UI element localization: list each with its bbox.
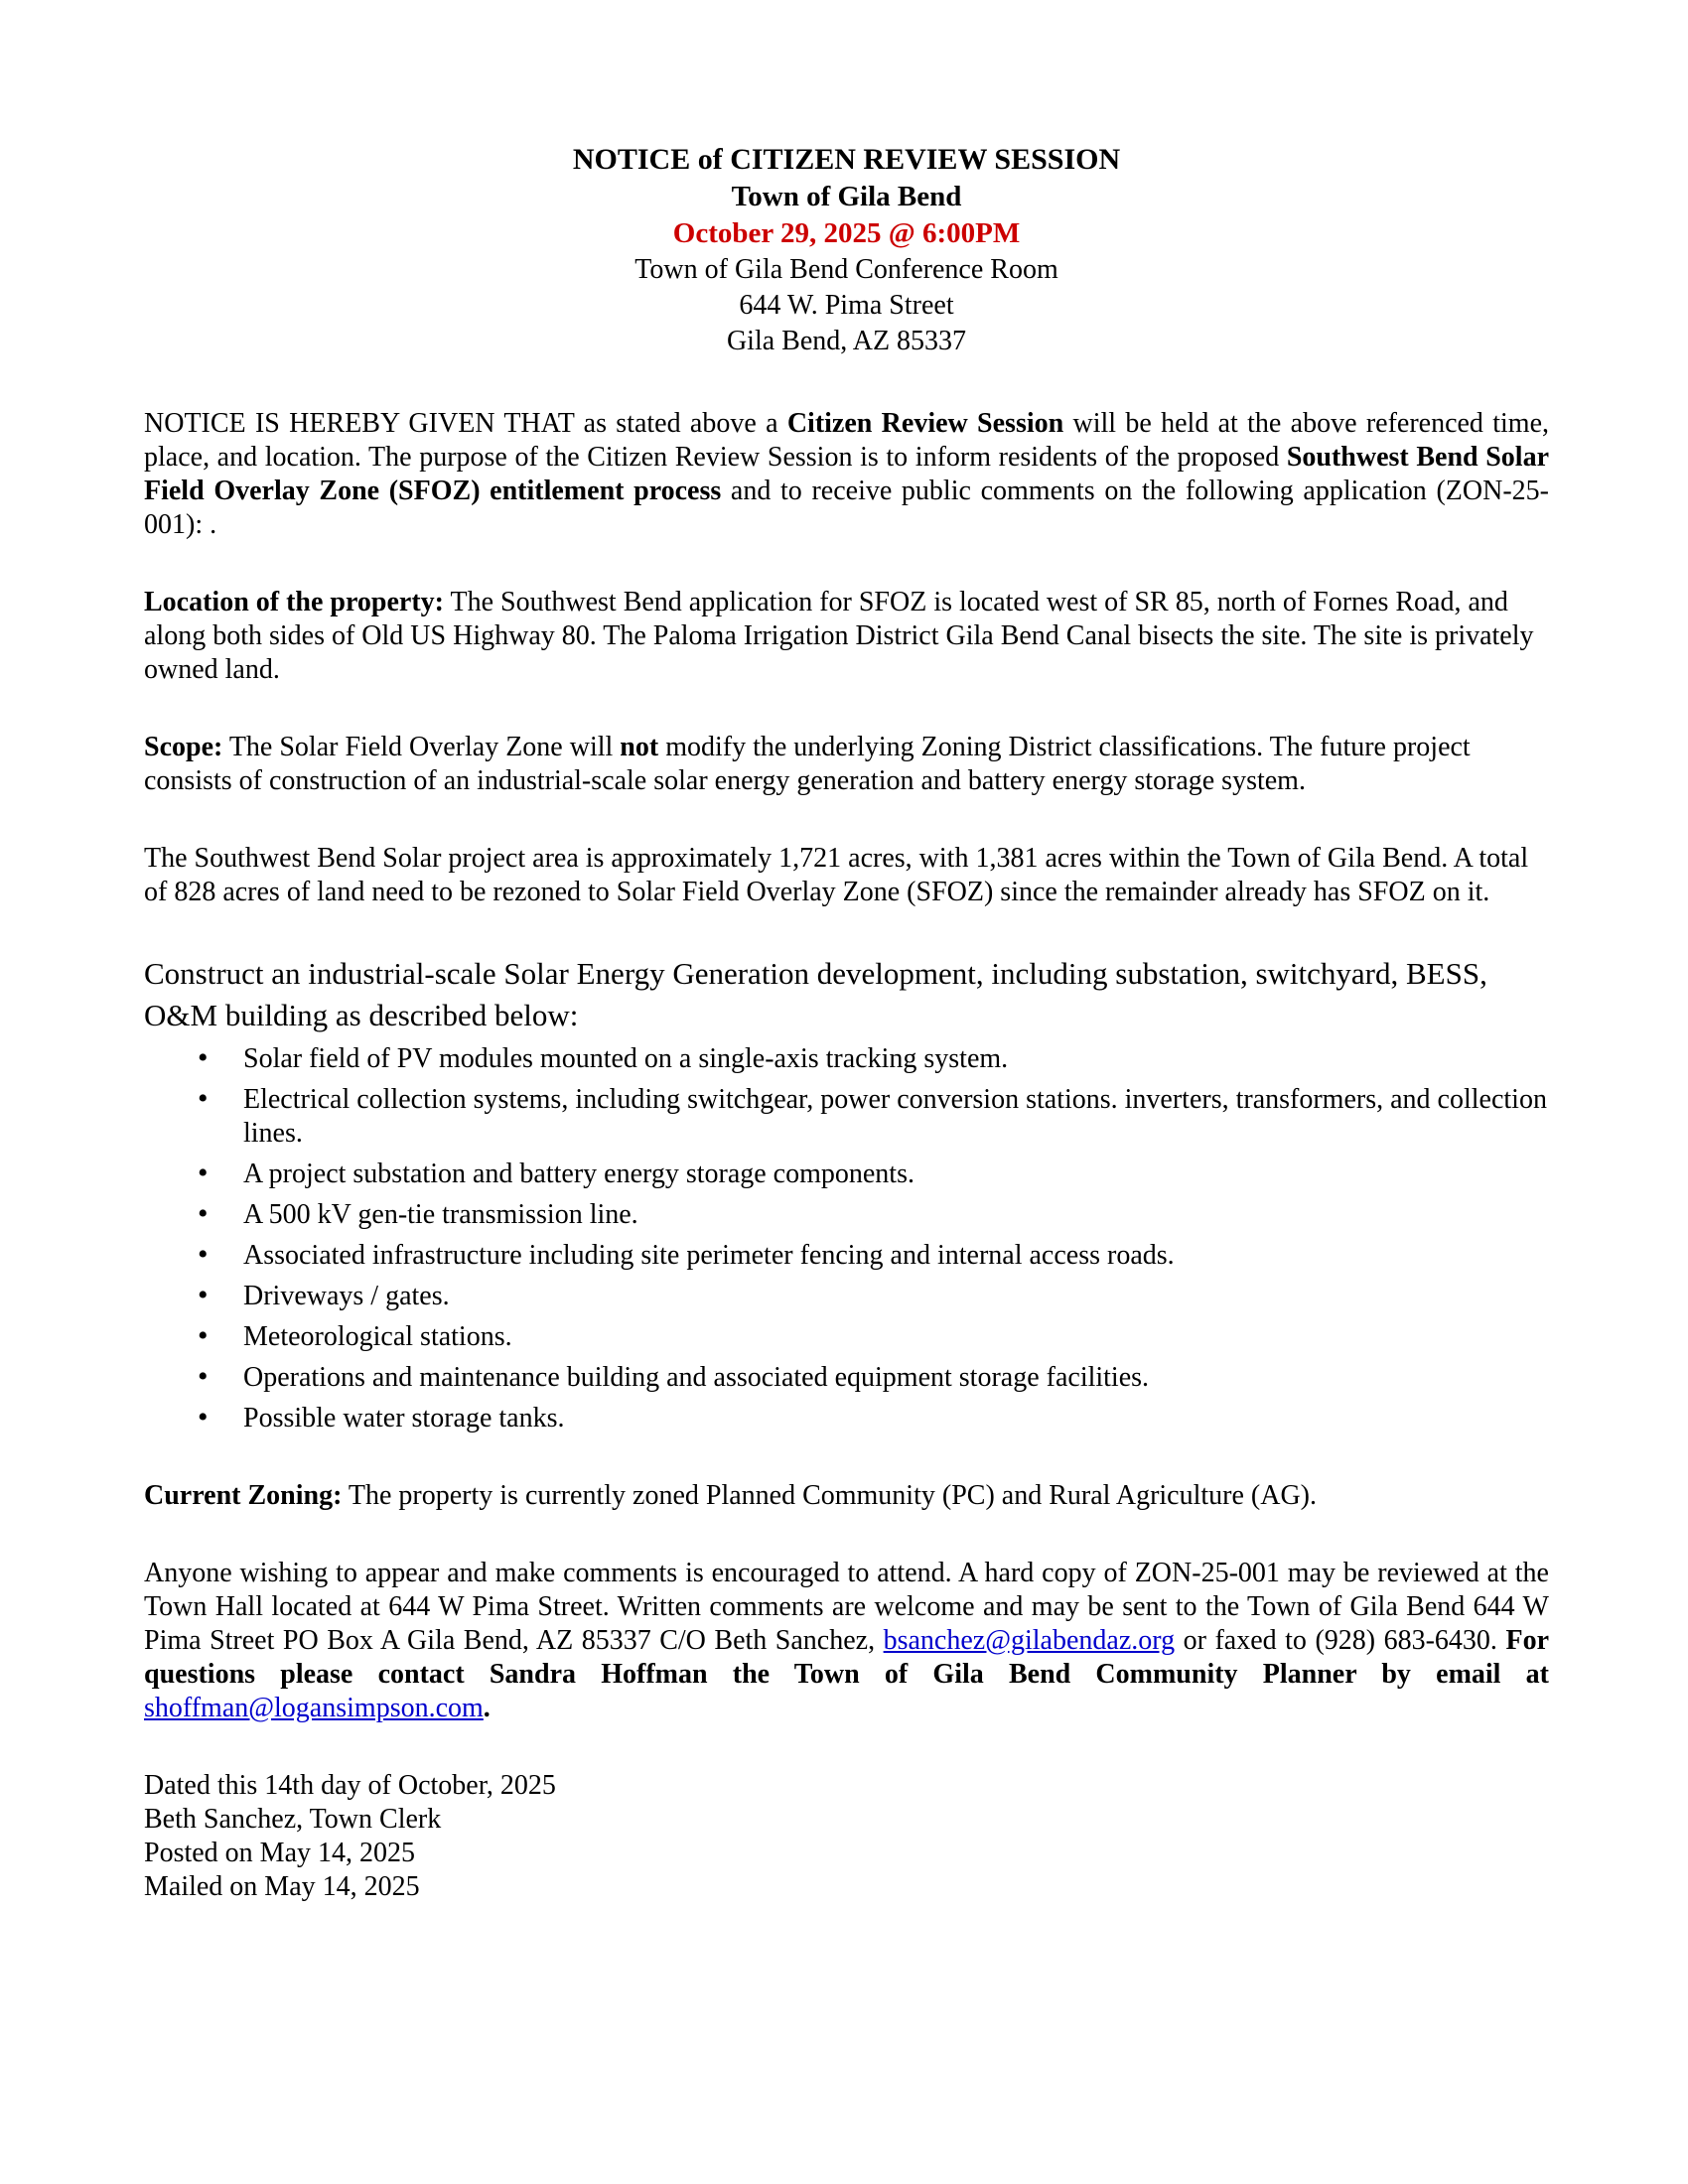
signature-line: Beth Sanchez, Town Clerk <box>144 1804 442 1835</box>
text-segment: will be held at the above referenced time, place, and location. The purpose of the Citizen Review Session is to inform residents of the proposed <box>144 408 1550 473</box>
text-segment: For questions please contact Sandra Hoffman the Town of Gila Bend Community Planner by email at <box>144 1625 1549 1690</box>
organization-name: Town of Gila Bend <box>731 181 962 212</box>
text-segment: The Solar Field Overlay Zone will <box>222 732 621 762</box>
list-item: • Solar field of PV modules mounted on a single-axis tracking system. <box>243 1042 1549 1076</box>
text-segment: Current Zoning: <box>144 1480 343 1511</box>
list-item: • Driveways / gates. <box>243 1280 1549 1313</box>
text-segment: Scope: <box>144 732 223 762</box>
signature-line: Mailed on May 14, 2025 <box>144 1871 420 1902</box>
text-segment: and to receive public comments on the following application (ZON-25-001): . <box>144 476 1549 540</box>
text-segment: NOTICE IS HEREBY GIVEN THAT as stated above a <box>144 408 787 439</box>
text-segment: Anyone wishing to appear and make comments is encouraged to attend. A hard copy of ZON-25-001 may be reviewed at the Town Hall located at 644 W Pima Street. Written comments are welcome and may be sent to the Town of Gila Bend 644 W Pima Street PO Box A Gila Bend, AZ 85337 C/O Beth Sanchez, <box>144 1558 1549 1656</box>
document-body <box>144 407 1549 1904</box>
paragraph-acreage: The Southwest Bend Solar project area is approximately 1,721 acres, with 1,381 acres within the Town of Gila Bend. A total of 828 acres of land need to be rezoned to Solar Field Overlay Zone (SFOZ) since the remainder already has SFOZ on it. <box>144 843 1529 907</box>
paragraph-notice-given <box>144 407 1549 542</box>
signature-line: Dated this 14th day of October, 2025 <box>144 1770 556 1801</box>
email-link-bsanchez[interactable]: bsanchez@gilabendaz.org <box>883 1625 1176 1656</box>
list-item: • Meteorological stations. <box>243 1320 1549 1354</box>
list-item: • A project substation and battery energy storage components. <box>243 1158 1549 1191</box>
signature-line: Posted on May 14, 2025 <box>144 1838 415 1868</box>
list-item: • Electrical collection systems, including switchgear, power conversion stations. inverters, transformers, and collection lines. <box>243 1083 1549 1151</box>
paragraph-construct-intro: Construct an industrial-scale Solar Energy Generation development, including substation, switchyard, BESS, O&M building as described below: <box>144 956 1487 1032</box>
text-segment: not <box>620 732 659 762</box>
document-header <box>144 141 1549 359</box>
list-item: • Operations and maintenance building and associated equipment storage facilities. <box>243 1361 1549 1395</box>
email-link-shoffman[interactable]: shoffman@logansimpson.com <box>144 1693 484 1723</box>
text-segment: The property is currently zoned Planned Community (PC) and Rural Agriculture (AG). <box>342 1480 1318 1511</box>
city-state-zip-line: Gila Bend, AZ 85337 <box>726 326 967 356</box>
list-item: • A 500 kV gen-tie transmission line. <box>243 1198 1549 1232</box>
paragraph-scope <box>144 731 1549 798</box>
text-segment: . <box>483 1693 491 1723</box>
list-item: • Associated infrastructure including site perimeter fencing and internal access roads. <box>243 1239 1549 1273</box>
session-datetime: October 29, 2025 @ 6:00PM <box>672 217 1021 249</box>
paragraph-property-location <box>144 586 1549 687</box>
notice-title: NOTICE of CITIZEN REVIEW SESSION <box>572 143 1121 176</box>
street-line: 644 W. Pima Street <box>739 290 954 321</box>
text-segment: Location of the property: <box>144 587 444 617</box>
list-item: • Possible water storage tanks. <box>243 1402 1549 1435</box>
signature-block <box>144 1769 1549 1904</box>
text-segment: modify the underlying Zoning District classifications. The future project consists of construction of an industrial-scale solar energy generation and battery energy storage system. <box>144 732 1471 796</box>
project-components-list <box>144 1042 1549 1435</box>
text-segment: Southwest Bend Solar Field Overlay Zone (SFOZ) entitlement process <box>144 442 1550 506</box>
paragraph-current-zoning <box>144 1479 1549 1513</box>
text-segment: The Southwest Bend application for SFOZ is located west of SR 85, north of Fornes Road, and along both sides of Old US Highway 80. The Paloma Irrigation District Gila Bend Canal bisects the site. The site is privately owned land. <box>144 587 1534 685</box>
text-segment: Citizen Review Session <box>786 408 1064 439</box>
venue-line: Town of Gila Bend Conference Room <box>634 254 1058 285</box>
text-segment: or faxed to (928) 683-6430. <box>1175 1625 1506 1656</box>
paragraph-comments-instructions <box>144 1557 1549 1725</box>
